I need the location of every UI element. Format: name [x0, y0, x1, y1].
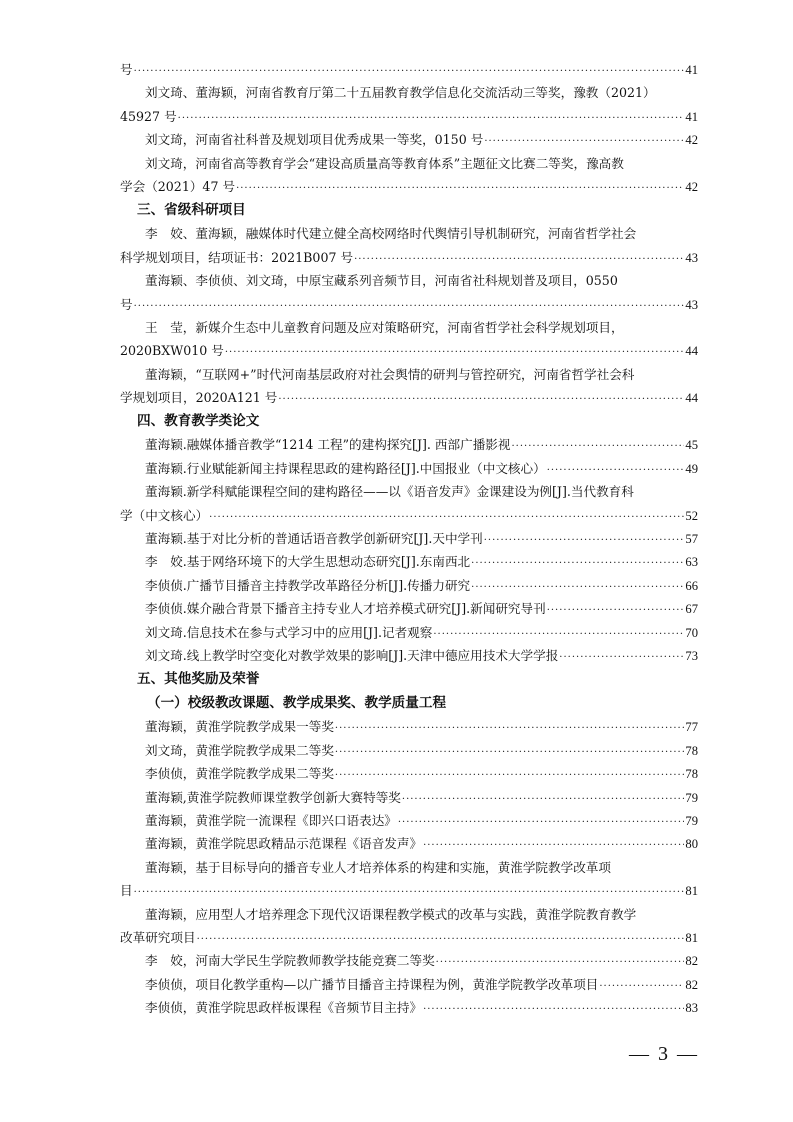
dot-leader: [547, 599, 685, 620]
toc-entry-text: 刘文琦，黄淮学院教学成果二等奖: [145, 742, 334, 758]
toc-body: [120, 58, 698, 1019]
section-heading: 四、教育教学类论文: [137, 413, 260, 430]
toc-entry-line: [120, 128, 698, 151]
toc-entry-line: [120, 926, 698, 949]
toc-page-number: 80: [685, 837, 698, 852]
toc-entry-line: [120, 58, 698, 81]
toc-entry-text: 董海颖.融媒体播音教学“1214 工程”的建构探究[J]. 西部广播影视: [145, 437, 511, 453]
toc-entry-line: [120, 644, 698, 667]
toc-entry-text-line: [120, 856, 698, 879]
toc-entry-line: [120, 457, 698, 480]
toc-entry-text: 董海颖.行业赋能新闻主持课程思政的建构路径[J].中国报业（中文核心）: [145, 460, 546, 476]
dot-leader: [599, 975, 684, 996]
toc-entry-text: 李侦侦.媒介融合背景下播音主持专业人才培养模式研究[J].新闻研究导刊: [145, 601, 546, 617]
toc-entry-text: 李侦侦，黄淮学院教学成果二等奖: [145, 766, 334, 782]
toc-entry-text-line: [120, 480, 698, 503]
toc-entry-text-line: [120, 316, 698, 339]
toc-entry-text: 改革研究项目: [120, 929, 196, 945]
dot-leader: [547, 459, 685, 480]
toc-page-number: 41: [685, 63, 698, 77]
toc-entry-text: 董海颖、李侦侦、刘文琦，中原宝藏系列音频节目，河南省社科规划普及项目，0550: [145, 273, 618, 289]
dot-leader: [471, 552, 684, 573]
dot-leader: [471, 576, 684, 597]
dot-leader: [511, 435, 684, 456]
toc-entry-text: 刘文琦、董海颖，河南省教育厅第二十五届教育教学信息化交流活动三等奖，豫教（2021）: [145, 85, 656, 101]
dot-leader: [209, 506, 684, 527]
toc-entry-line: [120, 597, 698, 620]
toc-entry-line: [120, 175, 698, 198]
toc-page-number: 49: [685, 461, 698, 476]
dot-leader: [236, 177, 684, 198]
toc-entry-line: [120, 433, 698, 456]
dot-leader: [225, 341, 685, 362]
toc-entry-text-line: [120, 81, 698, 104]
toc-page-number: 67: [685, 602, 698, 617]
toc-entry-line: [120, 762, 698, 785]
toc-page-number: 42: [685, 133, 698, 148]
toc-entry-text: 李 姣、董海颖，融媒体时代建立健全高校网络时代舆情引导机制研究，河南省哲学社会: [145, 226, 637, 242]
toc-entry-text-line: [120, 152, 698, 175]
toc-entry-text: 科学规划项目，结项证书：2021B007 号: [120, 249, 354, 265]
toc-entry-line: [120, 973, 698, 996]
toc-page-number: 82: [685, 977, 698, 992]
toc-page-number: 42: [685, 179, 698, 194]
toc-entry-line: [120, 339, 698, 362]
toc-entry-text: 董海颖,黄淮学院教师课堂教学创新大赛特等奖: [145, 789, 401, 805]
toc-entry-line: [120, 386, 698, 409]
toc-entry-line: [120, 105, 698, 128]
toc-entry-text: 董海颖，“互联网+”时代河南基层政府对社会舆情的研判与管控研究，河南省哲学社会科: [145, 366, 635, 382]
dot-leader: [484, 130, 684, 151]
toc-entry-line: [120, 949, 698, 972]
toc-page-number: 78: [685, 743, 698, 758]
toc-page-number: 63: [685, 555, 698, 570]
toc-entry-text-line: [120, 363, 698, 386]
toc-page-number: 57: [685, 532, 698, 547]
dot-leader: [335, 717, 685, 738]
toc-page-number: 45: [685, 438, 698, 453]
dot-leader: [134, 295, 685, 316]
toc-entry-line: [120, 832, 698, 855]
toc-entry-text: 李 姣，河南大学民生学院教师教学技能竞赛二等奖: [145, 953, 435, 969]
dot-leader: [134, 881, 685, 902]
dot-leader: [354, 248, 684, 269]
toc-page-number: 44: [685, 344, 698, 359]
subsection-heading: （一）校级教改课题、教学成果奖、教学质量工程: [147, 695, 447, 712]
toc-entry-text-line: [120, 903, 698, 926]
dot-leader: [134, 60, 685, 81]
toc-page-number: 83: [685, 1001, 698, 1016]
dot-leader: [423, 998, 684, 1019]
toc-page-number: 77: [685, 720, 698, 735]
toc-entry-text: 刘文琦.信息技术在参与式学习中的应用[J].记者观察: [145, 624, 433, 640]
toc-page-number: 43: [685, 250, 698, 265]
toc-entry-text: 董海颖，黄淮学院一流课程《即兴口语表达》: [145, 812, 397, 828]
toc-entry-text: 学（中文核心）: [120, 507, 209, 523]
toc-entry-line: [120, 293, 698, 316]
toc-entry-text: 学会（2021）47 号: [120, 178, 236, 194]
toc-page-number: 43: [685, 297, 698, 312]
toc-entry-text: 李侦侦，黄淮学院思政样板课程《音频节目主持》: [145, 1000, 423, 1016]
toc-entry-text: 董海颖，黄淮学院思政精品示范课程《语音发声》: [145, 836, 423, 852]
dot-leader: [423, 834, 684, 855]
dot-leader: [278, 388, 684, 409]
dot-leader: [484, 529, 685, 550]
toc-entry-text: 董海颖，基于目标导向的播音专业人才培养体系的构建和实施，黄淮学院教学改革项: [145, 859, 611, 875]
toc-entry-line: [120, 739, 698, 762]
toc-entry-line: [120, 809, 698, 832]
toc-page-number: 41: [685, 109, 698, 124]
toc-entry-line: [120, 621, 698, 644]
toc-entry-text: 45927 号: [120, 108, 177, 124]
dot-leader: [197, 928, 685, 949]
toc-page-number: 73: [685, 648, 698, 663]
toc-page-number: 70: [685, 625, 698, 640]
toc-page-number: 81: [685, 930, 698, 945]
toc-page-number: 44: [685, 391, 698, 406]
toc-entry-text: 董海颖.新学科赋能课程空间的建构路径——以《语音发声》金课建设为例[J].当代教育科: [145, 484, 634, 500]
section-heading: 五、其他奖励及荣誉: [137, 671, 260, 688]
toc-entry-text-line: [120, 269, 698, 292]
toc-entry-text: 刘文琦.线上教学时空变化对教学效果的影响[J].天津中德应用技术大学学报: [145, 647, 559, 663]
toc-entry-text-line: [120, 222, 698, 245]
toc-page-number: 79: [685, 790, 698, 805]
toc-entry-line: [120, 786, 698, 809]
toc-page-number: 79: [685, 813, 698, 828]
toc-entry-text: 2020BXW010 号: [120, 343, 224, 359]
section-heading: 三、省级科研项目: [137, 202, 246, 219]
toc-entry-text: 李侦侦，项目化教学重构—以广播节目播音主持课程为例，黄淮学院教学改革项目: [145, 976, 599, 992]
dot-leader: [178, 107, 685, 128]
toc-entry-line: [120, 574, 698, 597]
toc-page-number: 82: [685, 954, 698, 969]
toc-entry-text: 刘文琦，河南省社科普及规划项目优秀成果一等奖，0150 号: [145, 132, 484, 148]
toc-entry-line: [120, 246, 698, 269]
toc-entry-text: 号: [120, 296, 133, 312]
toc-entry-line: [120, 550, 698, 573]
toc-entry-line: [120, 879, 698, 902]
dot-leader: [335, 764, 685, 785]
toc-page-number: 66: [685, 578, 698, 593]
toc-entry-text: 学规划项目，2020A121 号: [120, 390, 278, 406]
toc-page-number: 78: [685, 767, 698, 782]
toc-entry-text: 董海颖，黄淮学院教学成果一等奖: [145, 719, 334, 735]
toc-entry-text: 目: [120, 883, 133, 899]
toc-entry-text: 董海颖.基于对比分析的普通话语音教学创新研究[J].天中学刊: [145, 531, 483, 547]
toc-entry-text: 李侦侦.广播节目播音主持教学改革路径分析[J].传播力研究: [145, 577, 471, 593]
toc-page-number: 81: [685, 884, 698, 899]
toc-entry-text: 号: [120, 62, 133, 77]
dot-leader: [402, 788, 685, 809]
toc-page-number: 52: [685, 508, 698, 523]
dot-leader: [436, 951, 685, 972]
dot-leader: [398, 811, 685, 832]
toc-entry-line: [120, 996, 698, 1019]
dot-leader: [433, 623, 684, 644]
toc-entry-text: 刘文琦，河南省高等教育学会“建设高质量高等教育体系”主题征文比赛二等奖，豫高教: [145, 155, 624, 171]
toc-entry-text: 董海颖，应用型人才培养理念下现代汉语课程教学模式的改革与实践，黄淮学院教育教学: [145, 906, 637, 922]
toc-entry-line: [120, 527, 698, 550]
toc-entry-line: [120, 504, 698, 527]
toc-entry-text: 王 莹，新媒介生态中儿童教育问题及应对策略研究，河南省哲学社会科学规划项目，: [145, 319, 624, 335]
toc-entry-line: [120, 715, 698, 738]
dot-leader: [335, 741, 685, 762]
page-number: — 3 —: [629, 1043, 699, 1065]
dot-leader: [559, 646, 684, 667]
toc-entry-text: 李 姣.基于网络环境下的大学生思想动态研究[J].东南西北: [145, 554, 471, 570]
